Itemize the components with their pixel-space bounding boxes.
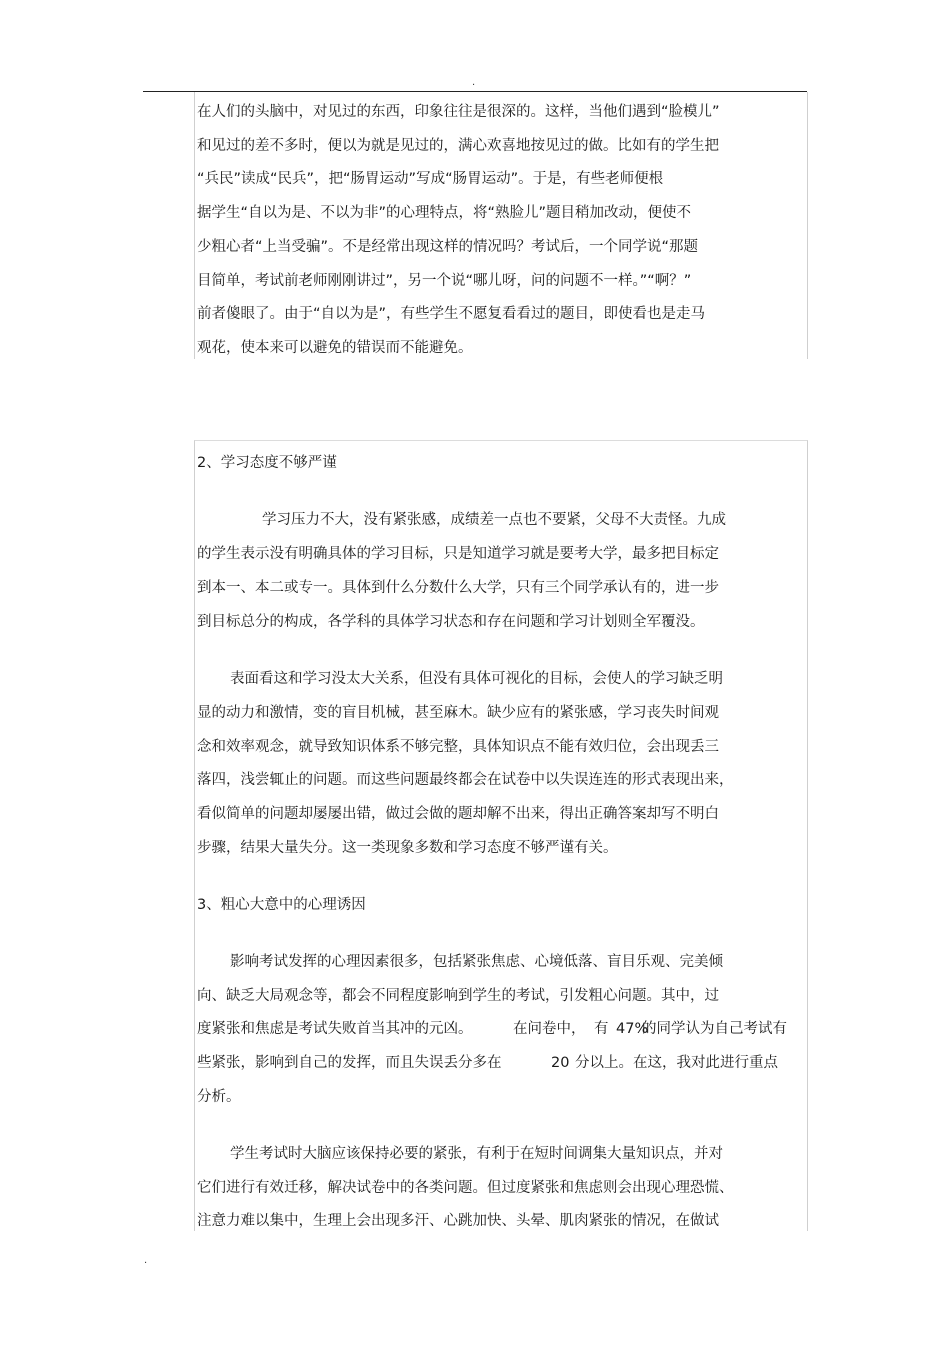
section-heading-3: 3、粗心大意中的心理诱因 [197,897,366,913]
score-value: 20 [551,1055,570,1071]
text-line: 度紧张和焦虑是考试失败首当其冲的元凶。 [197,1021,473,1037]
text-line: 分析。 [197,1089,241,1105]
text-line: 到本一、本二或专一。具体到什么分数什么大学，只有三个同学承认有的，进一步 [197,580,719,596]
text-fragment: 的同学认为自己考试有 [642,1021,787,1037]
text-line: 目简单，考试前老师刚刚讲过”，另一个说“哪儿呀，问的问题不一样。”“啊？” [197,273,692,289]
text-line: 学生考试时大脑应该保持必要的紧张，有利于在短时间调集大量知识点，并对 [230,1146,723,1162]
text-line: 影响考试发挥的心理因素很多，包括紧张焦虑、心境低落、盲目乐观、完美倾 [230,954,723,970]
text-line: 念和效率观念，就导致知识体系不够完整，具体知识点不能有效归位，会出现丢三 [197,739,719,755]
footer-mark: . [144,1255,148,1266]
text-line: 向、缺乏大局观念等，都会不同程度影响到学生的考试，引发粗心问题。其中，过 [197,988,719,1004]
text-fragment: 分以上。在这，我对此进行重点 [575,1055,778,1071]
text-line: “兵民”读成“民兵”，把“肠胃运动”写成“肠胃运动”。于是，有些老师便根 [197,171,664,187]
text-line: 少粗心者“上当受骗”。不是经常出现这样的情况吗？考试后，一个同学说“那题 [197,239,699,255]
text-line: 据学生“自以为是、不以为非”的心理特点，将“熟脸儿”题目稍加改动，便使不 [197,205,692,221]
text-line: 学习压力不大，没有紧张感，成绩差一点也不要紧，父母不大责怪。九成 [262,512,726,528]
text-line: 看似简单的问题却屡屡出错，做过会做的题却解不出来，得出正确答案却写不明白 [197,806,719,822]
text-line: 它们进行有效迁移，解决试卷中的各类问题。但过度紧张和焦虑则会出现心理恐慌、 [197,1180,734,1196]
text-line: 显的动力和激情，变的盲目机械，甚至麻木。缺少应有的紧张感，学习丧失时间观 [197,705,719,721]
text-line: 步骤，结果大量失分。这一类现象多数和学习态度不够严谨有关。 [197,840,618,856]
text-line: 观花，使本来可以避免的错误而不能避免。 [197,340,473,356]
header-mark: . [472,77,476,88]
percentage-value: 47% [616,1021,649,1037]
text-line: 前者傻眼了。由于“自以为是”，有些学生不愿复看看过的题目，即使看也是走马 [197,306,706,322]
text-line: 些紧张，影响到自己的发挥，而且失误丢分多在 [197,1055,502,1071]
text-line: 在人们的头脑中，对见过的东西，印象往往是很深的。这样，当他们遇到“脸模儿” [197,104,720,120]
text-line: 落四，浅尝辄止的问题。而这些问题最终都会在试卷中以失误连连的形式表现出来， [197,772,734,788]
text-line: 和见过的差不多时，便以为就是见过的，满心欢喜地按见过的做。比如有的学生把 [197,138,719,154]
text-line: 到目标总分的构成，各学科的具体学习状态和存在问题和学习计划则全军覆没。 [197,614,705,630]
text-line: 的学生表示没有明确具体的学习目标，只是知道学习就是要考大学，最多把目标定 [197,546,719,562]
text-fragment: 有 [594,1021,609,1037]
text-fragment: 在问卷中， [513,1021,586,1037]
text-line: 注意力难以集中，生理上会出现多汗、心跳加快、头晕、肌肉紧张的情况，在做试 [197,1213,719,1229]
section-heading-2: 2、学习态度不够严谨 [197,455,337,471]
text-line: 表面看这和学习没太大关系，但没有具体可视化的目标，会使人的学习缺乏明 [230,671,723,687]
